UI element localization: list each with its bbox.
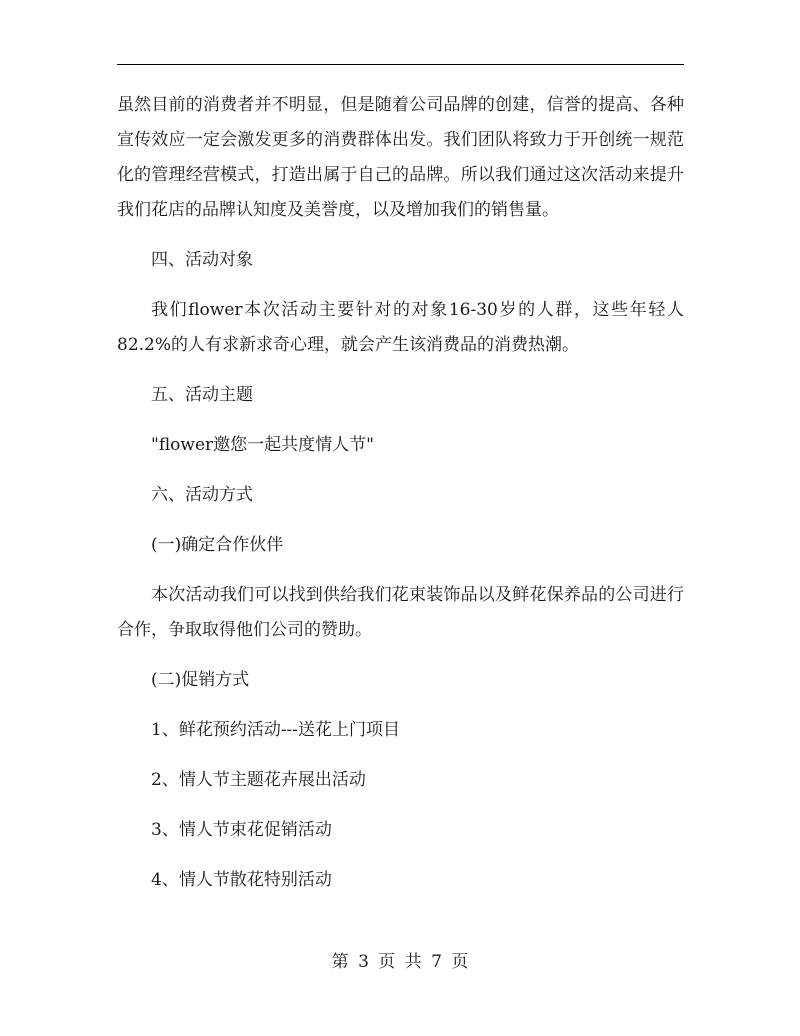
list-item-promotion-4: 4、情人节散花特别活动: [151, 870, 332, 890]
heading-activity-target: 四、活动对象: [151, 250, 253, 270]
list-item-promotion-2: 2、情人节主题花卉展出活动: [151, 770, 366, 790]
paragraph-activity-theme: "flower邀您一起共度情人节": [151, 435, 374, 455]
heading-activity-theme: 五、活动主题: [151, 385, 253, 405]
header-rule: [117, 64, 684, 65]
paragraph-intro: 虽然目前的消费者并不明显，但是随着公司品牌的创建，信誉的提高、各种宣传效应一定会激发更多的消费群体出发。我们团队将致力于开创统一规范化的管理经营模式，打造出属于自己的品牌。所以我们通过这次活动来提升我们花店的品牌认知度及美誉度，以及增加我们的销售量。: [117, 95, 684, 220]
page-number-footer: 第 3 页 共 7 页: [331, 952, 469, 972]
paragraph-activity-target: 我们flower本次活动主要针对的对象16-30岁的人群，这些年轻人82.2%的人有求新求奇心理，就会产生该消费品的消费热潮。: [117, 300, 684, 355]
paragraph-partners: 本次活动我们可以找到供给我们花束装饰品以及鲜花保养品的公司进行合作，争取取得他们公司的赞助。: [117, 585, 684, 640]
list-item-promotion-3: 3、情人节束花促销活动: [151, 820, 332, 840]
subheading-promotion: (二)促销方式: [151, 670, 250, 690]
heading-activity-method: 六、活动方式: [151, 485, 253, 505]
subheading-partners: (一)确定合作伙伴: [151, 535, 284, 555]
document-body: [117, 88, 684, 898]
list-item-promotion-1: 1、鲜花预约活动---送花上门项目: [151, 720, 401, 740]
